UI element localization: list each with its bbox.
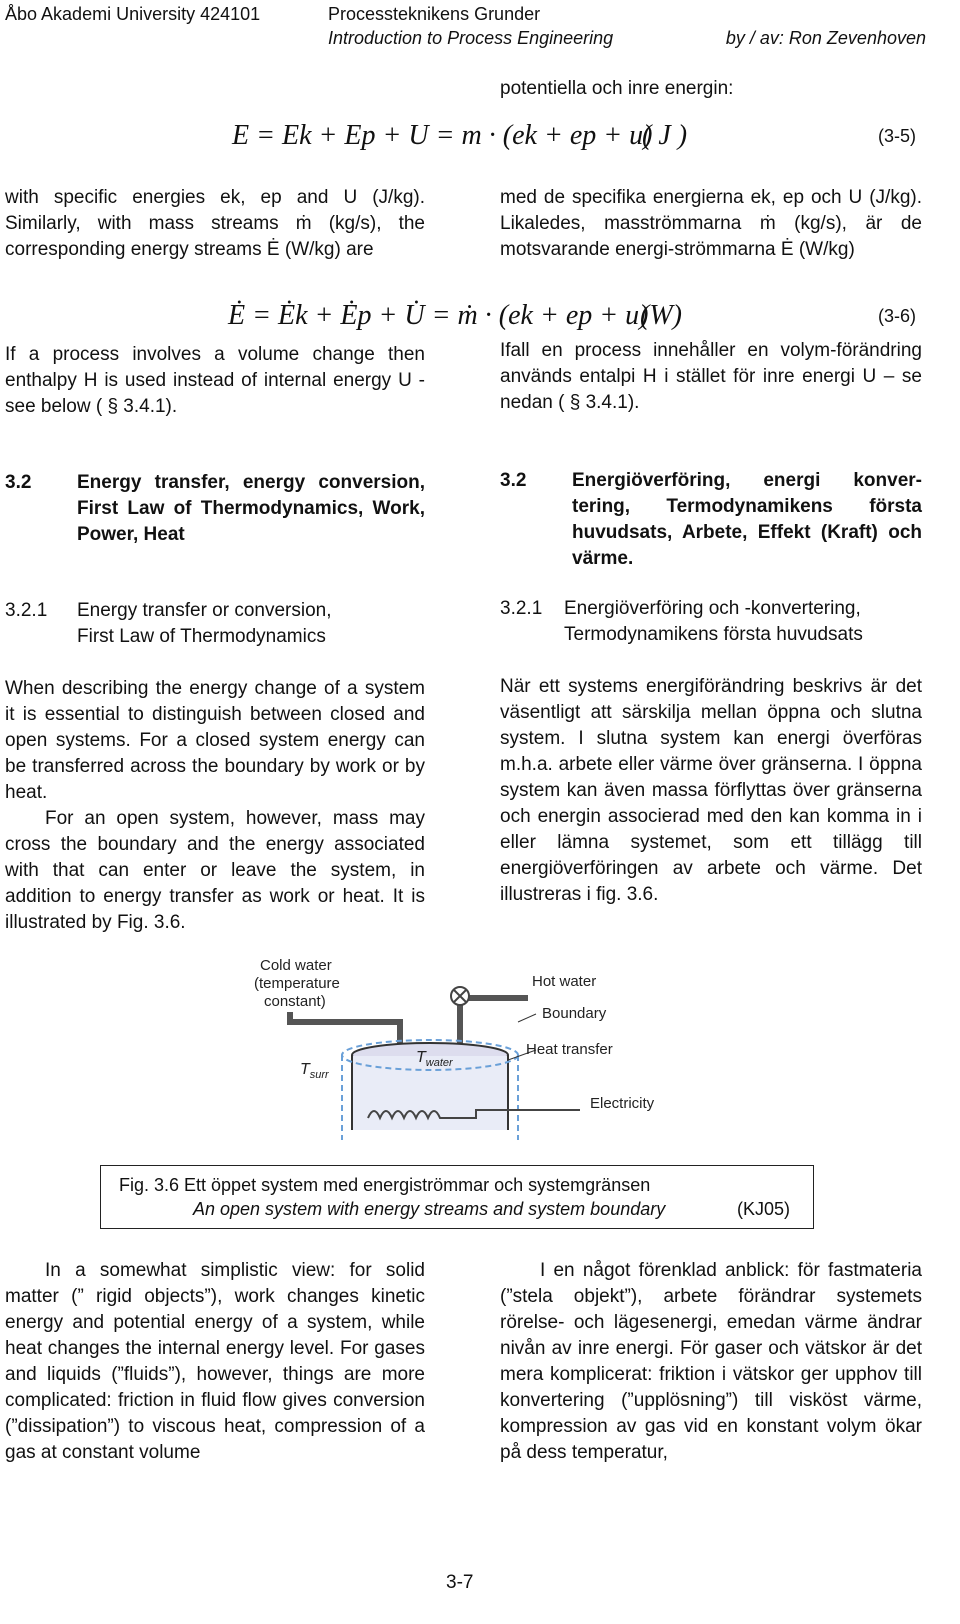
- bottom-paragraph-sv: I en något förenklad anblick: för fastmateria (”stela objekt”), arbete förändrar systemets rörelse- och lägesenergi, emedan värme ändrar nivån av inre energi. För gaser och vätskor är det mera komplicerat: friktion i vätskor ger upphov till konvertering (”upplösning”) till visköst värme, kompression av gas vid en konstant volym ökar på dess temperatur,: [500, 1260, 922, 1463]
- fig-label-t-water: $T_{water}$: [416, 1049, 453, 1069]
- equation-3-5: E = Ek + Ep + U = m · (ek + ep + u): [232, 120, 653, 151]
- body-en-paragraph-1: When describing the energy change of a system it is essential to distinguish between closed and open systems. For a closed system energy can be transferred across the boundary by work or by heat.: [5, 678, 425, 803]
- fig-label-hot-water: Hot water: [532, 973, 597, 990]
- caption-ref: (KJ05): [737, 1199, 791, 1219]
- header-course-sv: Processteknikens Grunder: [328, 4, 541, 24]
- section-3-2-number-en: 3.2: [5, 472, 32, 493]
- fig-label-t-surr: $T_{surr}$: [300, 1061, 329, 1081]
- section-3-2-1-number-en: 3.2.1: [5, 600, 48, 621]
- fig-boundary-pointer: [518, 1014, 536, 1022]
- equation-3-6-number: (3-6): [878, 306, 917, 326]
- header-author: by / av: Ron Zevenhoven: [725, 28, 926, 48]
- caption-en: An open system with energy streams and system boundary: [193, 1199, 666, 1219]
- section-3-2-1-title-sv-line1: Energiöverföring och -konvertering,: [564, 598, 861, 619]
- section-3-2-1-number-sv: 3.2.1: [500, 598, 543, 619]
- equation-3-6: Ė = Ėk + Ėp + U̇ = ṁ · (ek + ep + u): [228, 300, 649, 331]
- caption-sv: Fig. 3.6 Ett öppet system med energiströmmar och systemgränsen: [119, 1175, 651, 1195]
- fig-label-cold-water-1: Cold water: [260, 957, 332, 974]
- intro-sv-top: potentiella och inre energin:: [500, 78, 734, 99]
- figure-caption-box: [100, 1165, 814, 1229]
- fig-label-heat-transfer: Heat transfer: [526, 1041, 613, 1058]
- fig-label-cold-water-3: constant): [264, 993, 326, 1010]
- section-3-2-title-en: Energy transfer, energy conversion, First Law of Thermodynamics, Work, Power, Heat: [77, 472, 425, 545]
- section-3-2-1-sv: [500, 596, 930, 648]
- section-3-2-number-sv: 3.2: [500, 470, 527, 491]
- volume-change-sv: Ifall en process innehåller en volym-förändring används entalpi H i stället för inre energi U – se nedan ( § 3.4.1).: [500, 340, 922, 413]
- equation-3-6-unit: (W): [640, 300, 682, 331]
- section-3-2-1-en: [5, 598, 425, 650]
- equation-3-5-unit: ( J ): [642, 120, 688, 151]
- equation-3-5-number: (3-5): [878, 126, 917, 146]
- specific-energies-sv: med de specifika energierna ek, ep och U (J/kg). Likaledes, masströmmarna ṁ (kg/s), är de motsvarande energi-strömmarna Ė (W/kg): [500, 187, 922, 260]
- section-3-2-1-title-sv-line2: Termodynamikens första huvudsats: [564, 624, 863, 645]
- body-en-paragraph-2: For an open system, however, mass may cross the boundary and the energy associated with that can enter or leave the system, in addition to energy transfer as work or heat. It is illustrated by Fig. 3.6.: [5, 808, 425, 933]
- header-university: Åbo Akademi University 424101: [5, 4, 261, 24]
- page-number: 3-7: [446, 1572, 474, 1593]
- figure-open-system: [250, 950, 680, 1150]
- section-3-2-title-sv: Energiöverföring, energi konver-tering, Termodynamikens första huvudsats, Arbete, Effekt (Kraft) och värme.: [572, 470, 922, 569]
- specific-energies-en: with specific energies ek, ep and U (J/kg). Similarly, with mass streams ṁ (kg/s), the corresponding energy streams Ė (W/kg) are: [5, 187, 425, 260]
- header-course-en: Introduction to Process Engineering: [328, 28, 614, 48]
- fig-label-boundary: Boundary: [542, 1005, 607, 1022]
- section-3-2-sv: [500, 468, 922, 572]
- fig-label-cold-water-2: (temperature: [254, 975, 340, 992]
- fig-label-electricity: Electricity: [590, 1095, 655, 1112]
- section-3-2-1-title-en-line1: Energy transfer or conversion,: [77, 600, 332, 621]
- volume-change-en: If a process involves a volume change then enthalpy H is used instead of internal energy U - see below ( § 3.4.1).: [5, 344, 425, 417]
- body-sv-paragraph: När ett systems energiförändring beskrivs är det väsentligt att särskilja mellan öppna och slutna system. I slutna system kan energi överföras m.h.a. arbete eller värme över gränserna. I öppna system kan även massa förflyttas över gränserna och energin associerad med den kan komma in i eller lämna systemet, som ett tillägg till energiöverföringen av arbete och värme. Det illustreras i fig. 3.6.: [500, 676, 922, 905]
- section-3-2-1-title-en-line2: First Law of Thermodynamics: [77, 626, 326, 647]
- section-3-2-en: [5, 470, 425, 548]
- bottom-paragraph-en: In a somewhat simplistic view: for solid matter (” rigid objects”), work changes kinetic energy and potential energy of a system, while heat changes the internal energy level. For gases and liquids (”fluids”), however, things are more complicated: friction in fluid flow gives conversion (”dissipation”) to viscous heat, compression of a gas at constant volume: [5, 1260, 425, 1463]
